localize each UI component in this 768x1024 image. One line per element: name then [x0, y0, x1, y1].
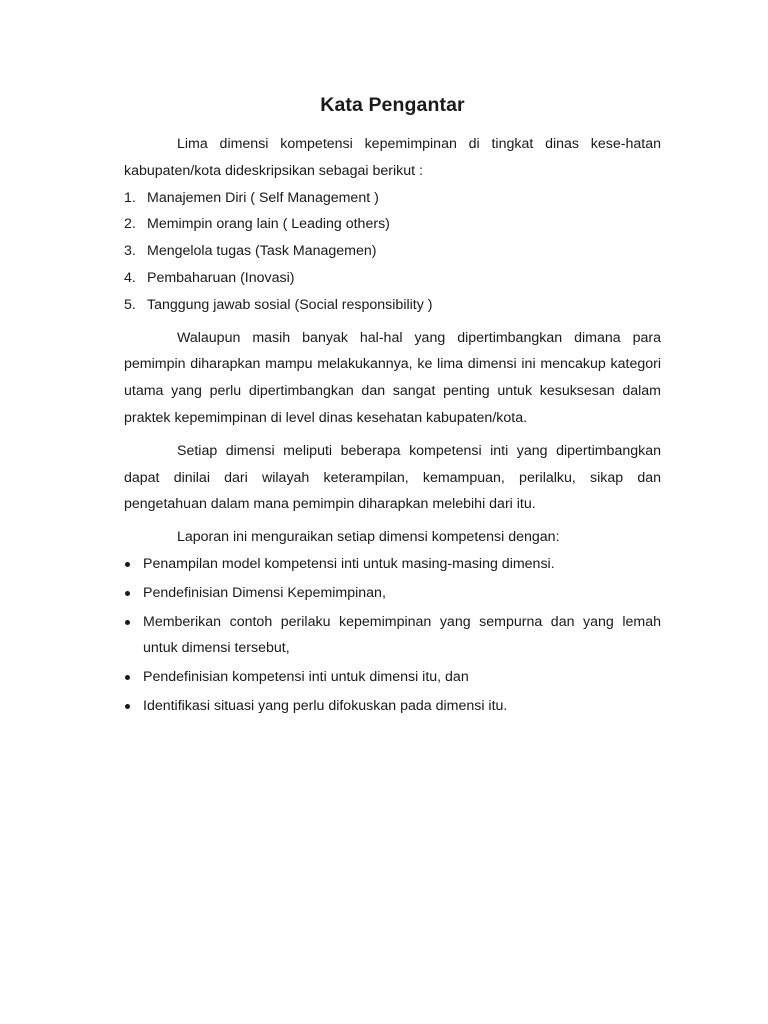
dimension-list — [124, 185, 661, 319]
bullet-text: Pendefinisian kompetensi inti untuk dimensi itu, dan — [143, 669, 469, 686]
bullet-text: Pendefinisian Dimensi Kepemimpinan, — [143, 584, 386, 601]
list-number: 3. — [124, 243, 136, 260]
bullet-text: Identifikasi situasi yang perlu difokuskan pada dimensi itu. — [143, 697, 508, 714]
bullet-list — [124, 551, 661, 720]
intro-paragraph: Lima dimensi kompetensi kepemimpinan di tingkat dinas kese-hatan kabupaten/kota dideskripsikan sebagai berikut : — [124, 136, 661, 179]
list-number: 2. — [124, 216, 136, 233]
list-item — [124, 693, 661, 720]
list-item — [124, 664, 661, 691]
list-item-text: Pembaharuan (Inovasi) — [147, 269, 295, 286]
list-item — [124, 292, 661, 319]
document-body — [124, 92, 661, 722]
list-number: 1. — [124, 189, 136, 206]
list-item — [124, 265, 661, 292]
list-item-text: Mengelola tugas (Task Managemen) — [147, 243, 377, 260]
bullet-text: Penampilan model kompetensi inti untuk masing-masing dimensi. — [143, 555, 555, 572]
bullet-icon — [125, 562, 130, 567]
bullet-icon — [125, 591, 130, 596]
list-item — [124, 609, 661, 663]
list-item — [124, 211, 661, 238]
list-item — [124, 551, 661, 578]
list-item — [124, 580, 661, 607]
paragraph-walaupun: Walaupun masih banyak hal-hal yang dipertimbangkan dimana para pemimpin diharapkan mampu melakukannya, ke lima dimensi ini mencakup kategori utama yang perlu dipertimbangkan dan sangat penting untuk kesuksesan dalam praktek kepemimpinan di level dinas kesehatan kabupaten/kota. — [124, 329, 661, 426]
list-item-text: Manajemen Diri ( Self Management ) — [147, 189, 379, 206]
list-number: 5. — [124, 296, 136, 313]
bullet-icon — [125, 620, 130, 625]
list-item-text: Tanggung jawab sosial (Social responsibility ) — [147, 296, 433, 313]
paragraph-setiap-dimensi: Setiap dimensi meliputi beberapa kompetensi inti yang dipertimbangkan dapat dinilai dari wilayah keterampilan, kemampuan, perilalku, sikap dan pengetahuan dalam mana pemimpin diharapkan melebihi dari itu. — [124, 442, 661, 513]
paragraph-laporan: Laporan ini menguraikan setiap dimensi kompetensi dengan: — [177, 529, 560, 546]
list-number: 4. — [124, 269, 136, 286]
bullet-icon — [125, 704, 130, 709]
bullet-text: Memberikan contoh perilaku kepemimpinan yang sempurna dan yang lemah untuk dimensi tersebut, — [143, 613, 661, 657]
list-item — [124, 238, 661, 265]
list-item — [124, 185, 661, 212]
list-item-text: Memimpin orang lain ( Leading others) — [147, 216, 390, 233]
page-title: Kata Pengantar — [320, 94, 465, 116]
bullet-icon — [125, 675, 130, 680]
